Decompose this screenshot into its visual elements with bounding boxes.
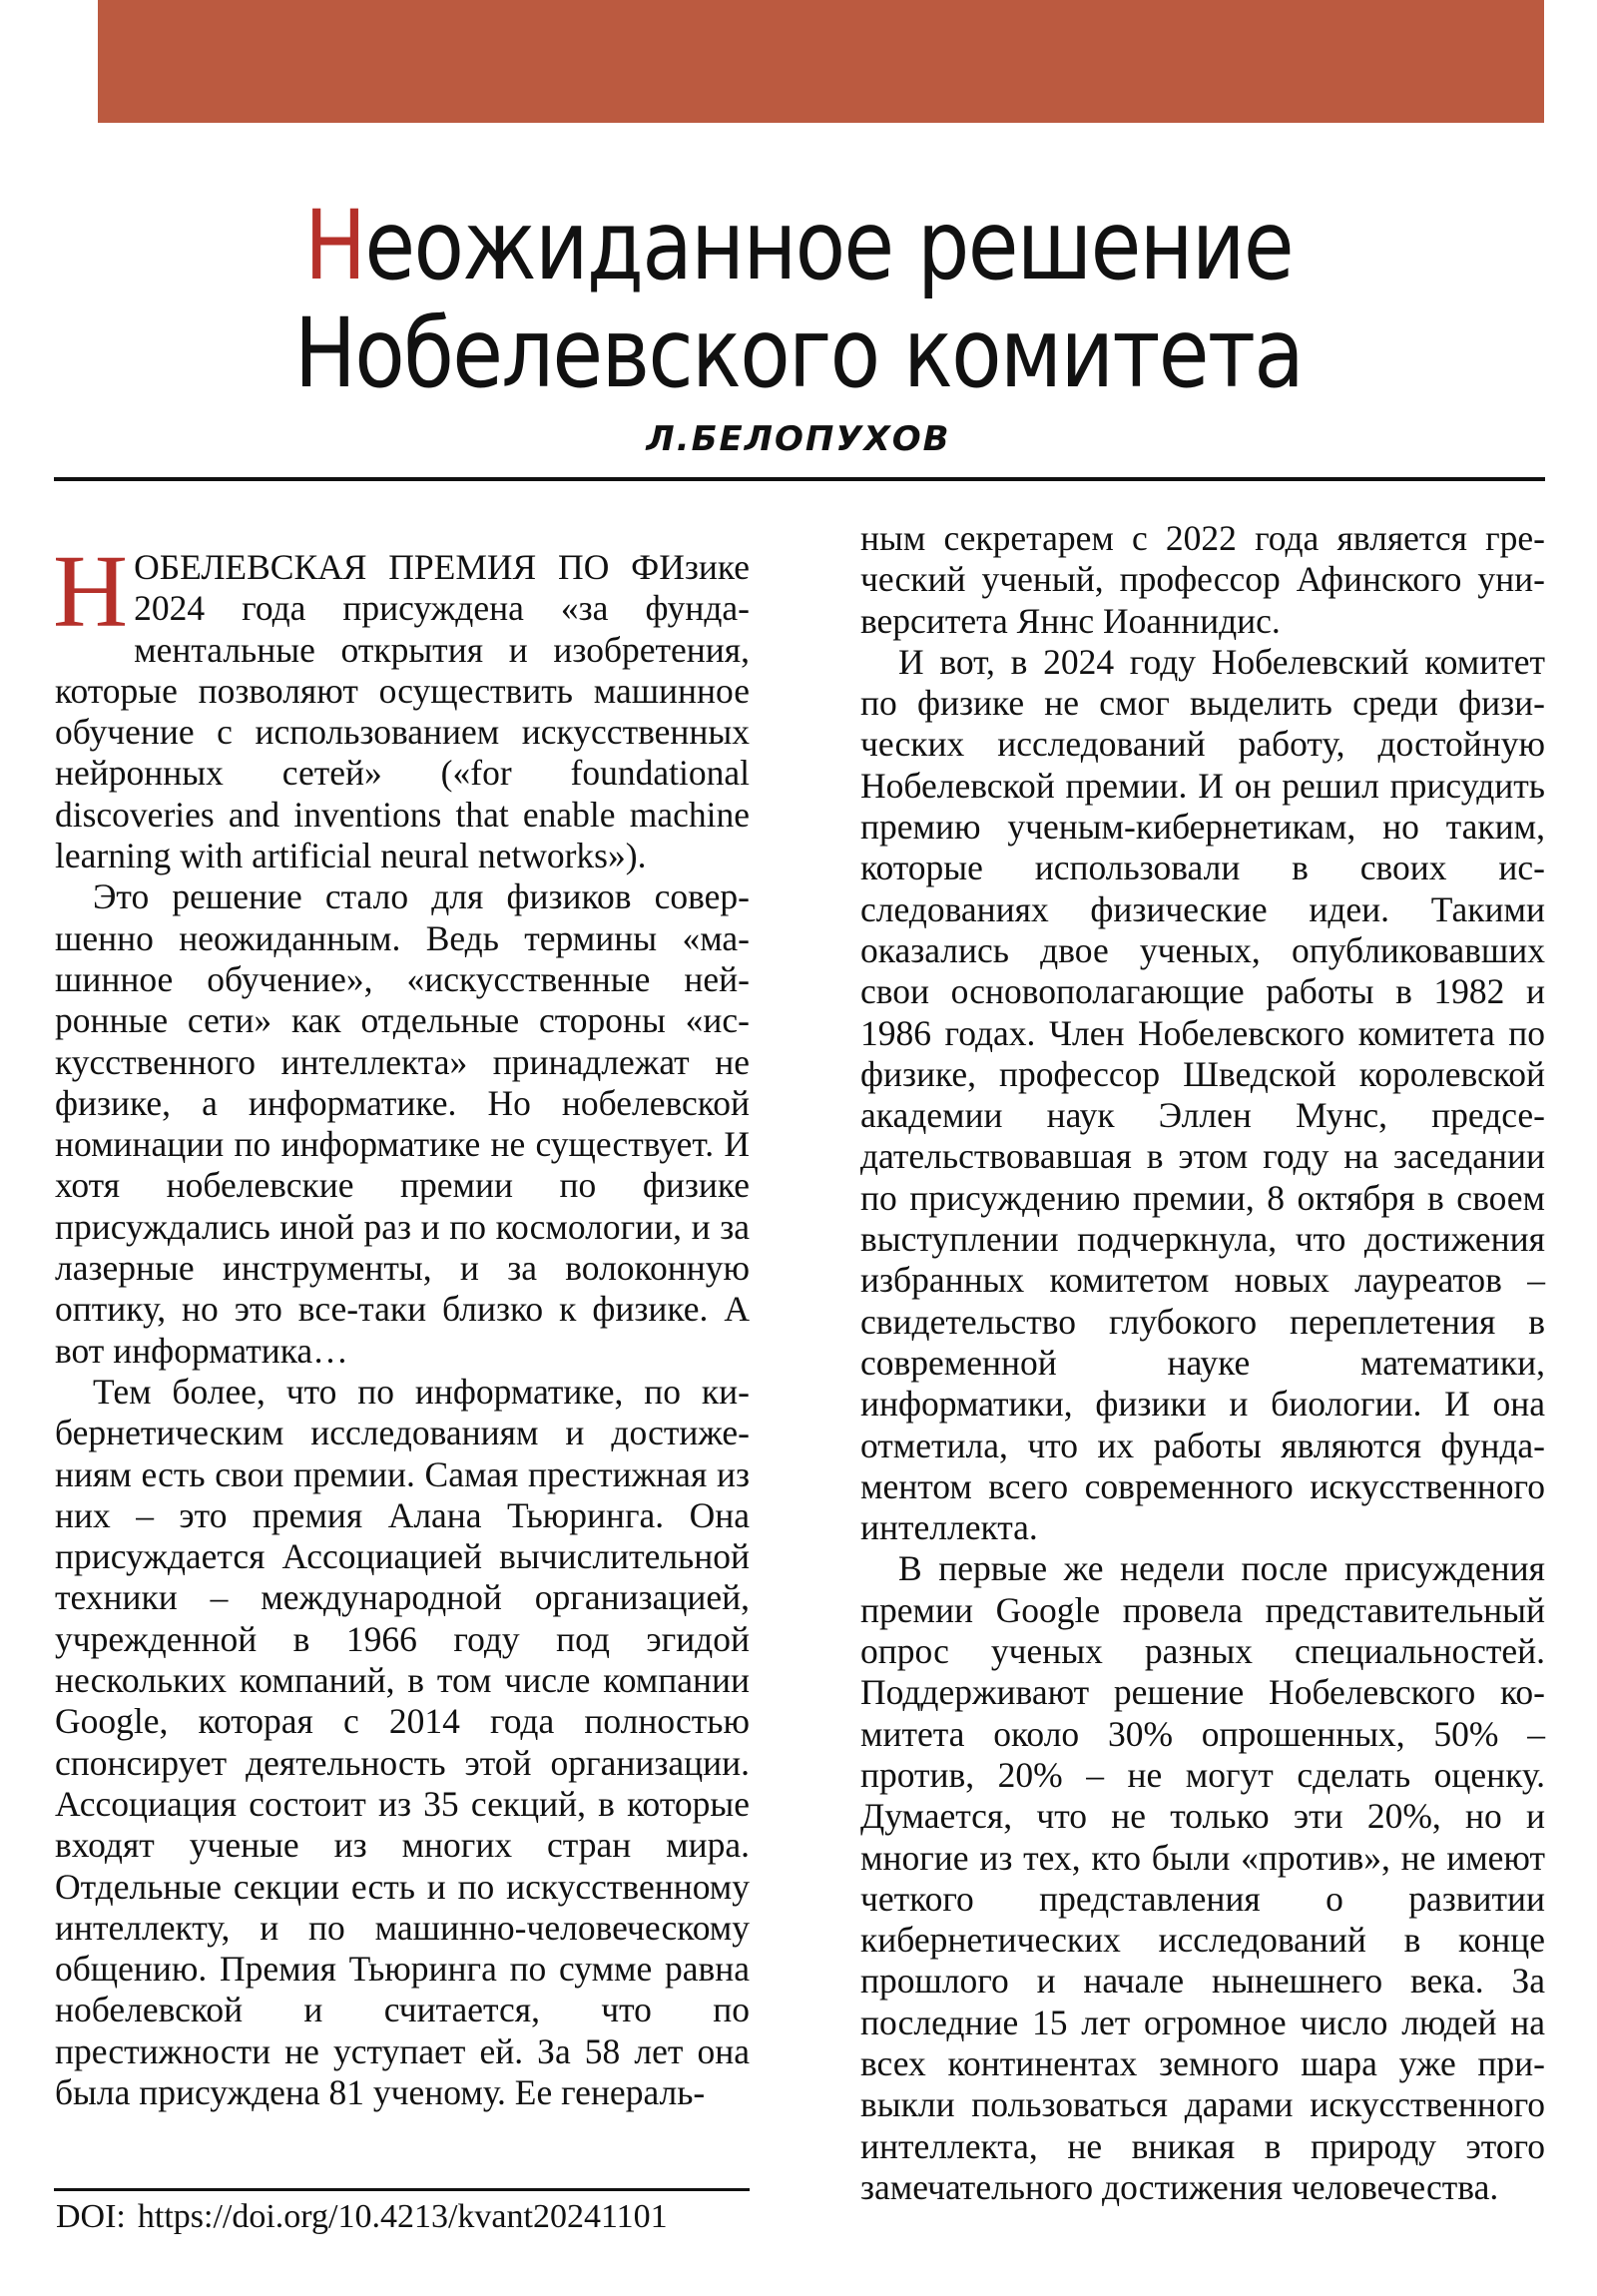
paragraph-continuation: ным секретарем с 2022 года является греческий ученый, профессор Афинского университета Яннс Иоаннидис. — [860, 518, 1545, 641]
article-column-left — [53, 534, 750, 2113]
header-color-bar — [98, 0, 1544, 123]
article-column-right — [860, 518, 1545, 2208]
doi-label: DOI: — [56, 2198, 126, 2235]
page-title — [112, 190, 1485, 410]
paragraph: Это решение стало для физиков совершенно неожиданным. Ведь термины «машинное обучение», «искусственные нейронные сети» как отдельные стороны «искусственного интеллекта» принадлежат не физике, а информатике. Но нобелевской номинации по информатике не существует. И хотя нобелевские премии по физике присуждались иной раз и по космологии, и за лазерные инструменты, и за волоконную оптику, но это все-таки близко к физике. А вот информатика… — [55, 876, 750, 1371]
paragraph: В первые же недели после присуждения премии Google провела представительный опрос ученых разных специальностей. Поддерживают решение Нобелевского комитета около 30% опрошенных, 50% – против, 20% – не могут сделать оценку. Думается, что не только эти 20%, но и многие из тех, кто были «против», не имеют четкого представления о развитии кибернетических исследований в конце прошлого и начале нынешнего века. За последние 15 лет огромное число людей на всех континентах земного шара уже привыкли пользоваться дарами искусственного интеллекта, не вникая в природу этого замечательного достижения человечества. — [860, 1548, 1545, 2207]
doi-link[interactable]: https://doi.org/10.4213/kvant20241101 — [137, 2198, 668, 2235]
paragraph: Тем более, что по информатике, по кибернетическим исследованиям и достижениям есть свои премии. Самая престижная из них – это премия Алана Тьюринга. Она присуждается Ассоциацией вычислительной техники – международной организацией, учрежденной в 1966 году под эгидой нескольких компаний, в том числе компании Google, которая с 2014 года полностью спонсирует деятельность этой организации. Ассоциация состоит из 35 секций, в которые входят ученые из многих стран мира. Отдельные секции есть и по искусственному интеллекту, и по машинно-человеческому общению. Премия Тьюринга по сумме равна нобелевской и считается, что по престижности не уступает ей. За 58 лет она была присуждена 81 ученому. Ее генераль- — [55, 1371, 750, 2112]
title-line1: еожиданное решение — [364, 190, 1293, 302]
title-line2: Нобелевского комитета — [293, 297, 1304, 410]
doi-footnote — [56, 2198, 668, 2236]
author-byline: Л.БЕЛОПУХОВ — [646, 419, 951, 459]
lead-paragraph — [53, 534, 750, 876]
lead-text: ОБЕЛЕВСКАЯ ПРЕМИЯ ПО ФИзике 2024 года присуждена «за фундаментальные открытия и изобретения, которые позволяют осуществить машинное обучение с использованием искусственных нейронных сетей» («for foundational discoveries and inventions that enable machine learning with artificial neural networks»). — [55, 547, 750, 876]
paragraph: И вот, в 2024 году Нобелевский комитет по физике не смог выделить среди физических исследований работу, достойную Нобелевской премии. И он решил присудить премию ученым-кибернетикам, но таким, которые использовали в своих исследованиях физические идеи. Такими оказались двое ученых, опубликовавших свои основополагающие работы в 1982 и 1986 годах. Член Нобелевского комитета по физике, профессор Шведской королевской академии наук Эллен Мунс, председательствовавшая в этом году на заседании по присуждению премии, 8 октября в своем выступлении подчеркнула, что достижения избранных комитетом новых лауреатов – свидетельство глубокого переплетения в современной науке математики, информатики, физики и биологии. И она отметила, что их работы являются фундаментом всего современного искусственного интеллекта. — [860, 641, 1545, 1548]
drop-cap: Н — [53, 534, 129, 649]
footnote-divider — [54, 2188, 750, 2191]
title-initial: Н — [304, 190, 365, 302]
header-divider — [54, 477, 1545, 481]
